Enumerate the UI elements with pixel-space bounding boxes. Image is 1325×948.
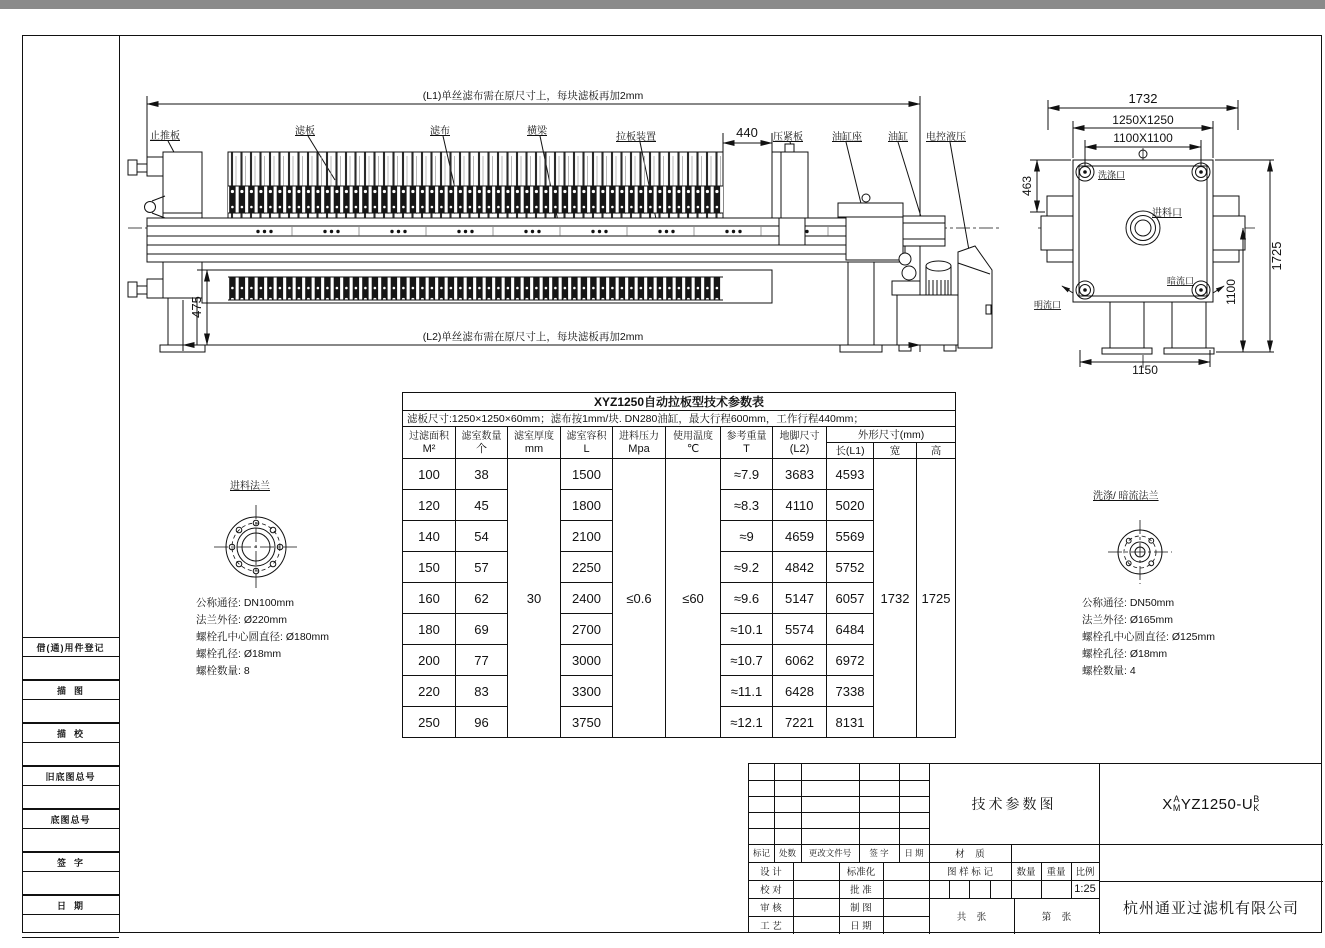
role-draw: 制 图 — [850, 903, 872, 914]
table-cell: 6428 — [773, 676, 827, 707]
table-cell: ≈9 — [721, 521, 773, 552]
table-cell: 69 — [456, 614, 508, 645]
table-cell: 4842 — [773, 552, 827, 583]
label-filter-plate: 滤板 — [295, 126, 315, 137]
label-open-flow-port: 明流口 — [1034, 300, 1062, 310]
table-cell: 5569 — [827, 521, 874, 552]
dim-1250x1250: 1250X1250 — [1112, 113, 1174, 127]
table-cell: 200 — [403, 645, 456, 676]
table-cell: 1732 — [874, 459, 917, 738]
dim-1725: 1725 — [1269, 241, 1284, 271]
role-approve: 批 准 — [850, 885, 872, 896]
drawing-title: 技术参数图 — [971, 796, 1057, 812]
table-cell: ≈10.7 — [721, 645, 773, 676]
revision-header-date: 日 期 — [904, 848, 924, 858]
model-code-part: YZ1250-U — [1180, 795, 1254, 813]
l1-note: (L1)单丝滤布需在原尺寸上，每块滤板再加2mm — [422, 90, 644, 102]
table-cell: 1725 — [917, 459, 956, 738]
dim-463: 463 — [1020, 175, 1034, 197]
label-beam: 横梁 — [527, 126, 547, 137]
params-table — [402, 392, 956, 738]
col-header: 宽 — [874, 443, 917, 459]
company-name: 杭州通亚过滤机有限公司 — [1122, 900, 1299, 917]
end-view — [1020, 91, 1284, 377]
model-code-part: X — [1162, 795, 1173, 813]
table-cell: 54 — [456, 521, 508, 552]
strip-label: 签 字 — [22, 852, 119, 872]
revision-header-docno: 更改文件号 — [808, 848, 852, 858]
table-cell: ≈8.3 — [721, 490, 773, 521]
table-cell: 7338 — [827, 676, 874, 707]
feed-flange-note: 法兰外径: Ø220mm — [196, 614, 288, 626]
col-header-outline: 外形尺寸(mm) — [827, 427, 956, 443]
wash-flange-detail — [1082, 489, 1215, 677]
table-cell: 3750 — [561, 707, 613, 738]
table-cell: 100 — [403, 459, 456, 490]
col-header: 滤室容积 L — [561, 427, 613, 459]
sheet-no: 第 张 — [1041, 912, 1072, 923]
side-view — [128, 89, 1000, 352]
table-cell: 140 — [403, 521, 456, 552]
table-cell: 120 — [403, 490, 456, 521]
l2-note: (L2)单丝滤布需在原尺寸上，每块滤板再加2mm — [422, 331, 644, 343]
table-cell: 5020 — [827, 490, 874, 521]
label-filter-cloth: 滤布 — [430, 126, 450, 137]
table-cell: 5752 — [827, 552, 874, 583]
feed-flange-title: 进料法兰 — [230, 481, 270, 492]
strip-label: 借(通)用件登记 — [22, 637, 119, 657]
role-standardize: 标准化 — [846, 867, 876, 878]
table-cell: 150 — [403, 552, 456, 583]
scale-label: 比例 — [1075, 867, 1095, 878]
role-review: 审 核 — [760, 903, 782, 914]
col-header: 滤室厚度 mm — [508, 427, 561, 459]
table-cell: 77 — [456, 645, 508, 676]
title-block — [748, 763, 1322, 933]
feed-flange-note: 螺栓孔中心圆直径: Ø180mm — [196, 631, 330, 643]
table-cell: ≈7.9 — [721, 459, 773, 490]
table-spec-line: 滤板尺寸:1250×1250×60mm；滤布按1mm/块. DN280油缸，最大行程600mm，工作行程440mm； — [403, 411, 956, 427]
model-code — [1099, 764, 1323, 844]
col-header: 滤室数量 个 — [456, 427, 508, 459]
table-cell: 3000 — [561, 645, 613, 676]
table-cell: 62 — [456, 583, 508, 614]
table-cell: 1500 — [561, 459, 613, 490]
strip-label: 描 图 — [22, 680, 119, 700]
table-cell: 57 — [456, 552, 508, 583]
wash-flange-note: 螺栓数量: 4 — [1082, 665, 1136, 677]
pattern-mark-label: 图 样 标 记 — [947, 867, 993, 878]
role-check: 校 对 — [760, 885, 782, 896]
label-cylinder-seat: 油缸座 — [832, 132, 862, 143]
feed-flange-note: 公称通径: DN100mm — [196, 597, 295, 609]
label-pressing-plate: 压紧板 — [773, 132, 803, 143]
table-cell: 30 — [508, 459, 561, 738]
label-feed-port: 进料口 — [1152, 208, 1182, 219]
col-header: 高 — [917, 443, 956, 459]
material-label: 材 质 — [955, 849, 985, 860]
label-thrust-plate: 止推板 — [150, 131, 180, 142]
table-cell: 3300 — [561, 676, 613, 707]
model-code-stack: A M — [1172, 794, 1181, 813]
table-cell: ≈10.1 — [721, 614, 773, 645]
table-cell: 220 — [403, 676, 456, 707]
table-cell: 3683 — [773, 459, 827, 490]
table-cell: 160 — [403, 583, 456, 614]
table-cell: ≈9.6 — [721, 583, 773, 614]
table-cell: 7221 — [773, 707, 827, 738]
revision-header-mark: 标记 — [752, 848, 770, 858]
label-dark-flow-port: 暗流口 — [1167, 276, 1195, 286]
qty-label: 数量 — [1016, 867, 1036, 878]
table-cell: 6972 — [827, 645, 874, 676]
wash-flange-title: 洗涤/ 暗流法兰 — [1093, 491, 1159, 502]
table-cell: 5147 — [773, 583, 827, 614]
table-cell: ≈9.2 — [721, 552, 773, 583]
weight-label: 重量 — [1046, 867, 1066, 878]
model-code-stack: B K — [1253, 794, 1260, 813]
table-cell: 4593 — [827, 459, 874, 490]
dim-475: 475 — [189, 296, 204, 318]
table-cell: 4659 — [773, 521, 827, 552]
table-title: XYZ1250自动拉板型技术参数表 — [403, 393, 956, 411]
role-design: 设 计 — [760, 867, 782, 878]
col-header: 过滤面积 M² — [403, 427, 456, 459]
table-cell: 2250 — [561, 552, 613, 583]
role-date: 日 期 — [850, 921, 872, 932]
dim-1150: 1150 — [1132, 363, 1158, 377]
col-header: 长(L1) — [827, 443, 874, 459]
feed-flange-note: 螺栓数量: 8 — [196, 665, 250, 677]
label-electric-hydraulic: 电控液压 — [926, 132, 966, 143]
table-cell: 38 — [456, 459, 508, 490]
table-cell: 45 — [456, 490, 508, 521]
label-plate-shifter: 拉板装置 — [616, 132, 656, 143]
table-cell: 6057 — [827, 583, 874, 614]
scale-value: 1:25 — [1074, 883, 1096, 895]
dim-1100x1100: 1100X1100 — [1113, 131, 1173, 145]
table-cell: 2100 — [561, 521, 613, 552]
wash-flange-note: 螺栓孔径: Ø18mm — [1082, 648, 1168, 660]
table-cell: 250 — [403, 707, 456, 738]
table-cell: ≤60 — [666, 459, 721, 738]
table-cell: 2400 — [561, 583, 613, 614]
dim-1732: 1732 — [1128, 91, 1158, 106]
params-tbody — [403, 459, 956, 738]
table-cell: ≤0.6 — [613, 459, 666, 738]
col-header: 使用温度 ℃ — [666, 427, 721, 459]
strip-label: 日 期 — [22, 895, 119, 915]
sheets-total: 共 张 — [956, 912, 987, 923]
dim-440: 440 — [736, 125, 758, 140]
table-cell: 4110 — [773, 490, 827, 521]
revision-header-count: 处数 — [778, 848, 796, 858]
strip-label: 底图总号 — [22, 809, 119, 829]
col-header: 参考重量 T — [721, 427, 773, 459]
strip-label: 描 校 — [22, 723, 119, 743]
strip-label: 旧底图总号 — [22, 766, 119, 786]
wash-flange-note: 公称通径: DN50mm — [1082, 597, 1175, 609]
table-cell: 6062 — [773, 645, 827, 676]
table-cell: 6484 — [827, 614, 874, 645]
table-row — [403, 459, 956, 490]
table-cell: 180 — [403, 614, 456, 645]
col-header: 进料压力 Mpa — [613, 427, 666, 459]
dim-1100: 1100 — [1224, 279, 1238, 305]
col-header: 地脚尺寸 (L2) — [773, 427, 827, 459]
feed-flange-note: 螺栓孔径: Ø18mm — [196, 648, 282, 660]
table-cell: ≈12.1 — [721, 707, 773, 738]
wash-flange-note: 螺栓孔中心圆直径: Ø125mm — [1082, 631, 1216, 643]
label-cylinder: 油缸 — [888, 132, 908, 143]
table-cell: 96 — [456, 707, 508, 738]
table-cell: 83 — [456, 676, 508, 707]
table-cell: 5574 — [773, 614, 827, 645]
feed-flange-detail — [196, 479, 329, 677]
table-cell: 8131 — [827, 707, 874, 738]
table-cell: 1800 — [561, 490, 613, 521]
label-washing-port: 洗涤口 — [1098, 170, 1126, 180]
table-cell: ≈11.1 — [721, 676, 773, 707]
role-process: 工 艺 — [760, 921, 782, 932]
wash-flange-note: 法兰外径: Ø165mm — [1082, 614, 1174, 626]
revision-header-sign: 签 字 — [869, 848, 889, 858]
table-cell: 2700 — [561, 614, 613, 645]
